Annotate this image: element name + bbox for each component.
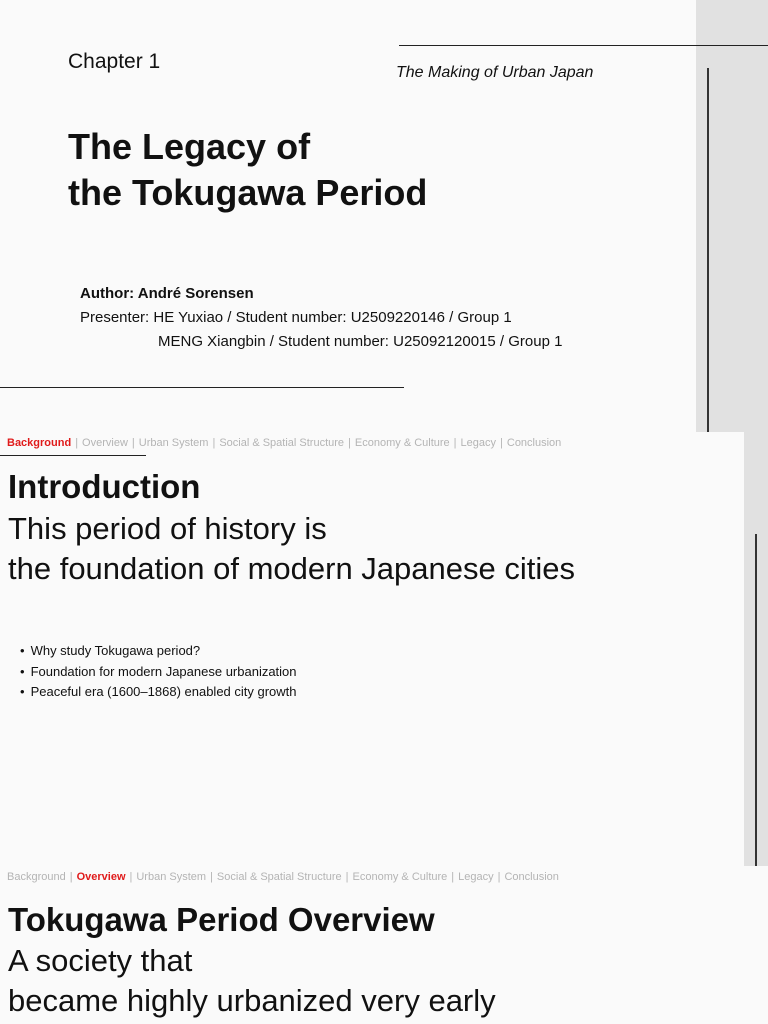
nav-item[interactable]: Overview (82, 437, 128, 449)
slide-heading: Tokugawa Period Overview (8, 901, 435, 938)
nav-item[interactable]: Economy & Culture (354, 437, 450, 449)
list-item: • Why study Tokugawa period? (20, 641, 297, 662)
nav-underline (0, 455, 146, 456)
lead-line: the foundation of modern Japanese cities (8, 551, 575, 586)
nav-item[interactable]: Economy & Culture (352, 871, 448, 883)
nav-item[interactable]: Social & Spatial Structure (219, 437, 345, 449)
bottom-rule (0, 387, 404, 388)
presenter-line: Presenter: HE Yuxiao / Student number: U2509220146 / Group 1 (80, 309, 512, 326)
nav-item[interactable]: Conclusion (504, 871, 559, 883)
presenter-line: MENG Xiangbin / Student number: U25092120015 / Group 1 (158, 333, 563, 350)
nav-item[interactable]: Background (7, 437, 72, 449)
credits (80, 282, 562, 354)
nav-item[interactable]: Conclusion (506, 437, 562, 449)
overview-slide (0, 866, 768, 1024)
vertical-rule (755, 534, 757, 866)
list-item: • Peaceful era (1600–1868) enabled city growth (20, 682, 297, 703)
nav-separator: | (453, 437, 457, 449)
author-line: Author: André Sorensen (80, 285, 254, 302)
cover-slide (0, 0, 768, 432)
bullet-list (20, 641, 297, 703)
nav-separator: | (131, 437, 135, 449)
nav-item[interactable]: Urban System (136, 871, 207, 883)
title-line: The Legacy of (68, 126, 311, 167)
lead-text (8, 509, 575, 589)
top-rule (399, 45, 768, 46)
nav-separator: | (212, 437, 216, 449)
intro-slide (0, 432, 768, 866)
nav-item[interactable]: Legacy (458, 871, 494, 883)
nav-item[interactable]: Urban System (138, 437, 209, 449)
section-nav (7, 871, 559, 883)
nav-separator: | (497, 871, 501, 883)
chapter-label: Chapter 1 (68, 50, 161, 73)
lead-line: A society that (8, 943, 193, 978)
section-nav (7, 437, 561, 449)
nav-separator: | (451, 871, 455, 883)
vertical-rule (707, 68, 709, 432)
nav-separator: | (129, 871, 133, 883)
nav-item[interactable]: Social & Spatial Structure (216, 871, 342, 883)
nav-separator: | (500, 437, 503, 449)
nav-item[interactable]: Legacy (460, 437, 497, 449)
list-item: • Foundation for modern Japanese urbanization (20, 662, 297, 683)
nav-separator: | (348, 437, 351, 449)
nav-item[interactable]: Overview (76, 871, 126, 883)
lead-line: became highly urbanized very early (8, 983, 496, 1018)
book-subtitle: The Making of Urban Japan (396, 64, 594, 81)
lead-text (8, 941, 496, 1021)
nav-separator: | (210, 871, 213, 883)
nav-item[interactable]: Background (7, 871, 66, 883)
nav-separator: | (69, 871, 73, 883)
page-title (68, 124, 427, 216)
slide-heading: Introduction (8, 468, 201, 505)
nav-separator: | (75, 437, 79, 449)
lead-line: This period of history is (8, 511, 327, 546)
nav-separator: | (345, 871, 349, 883)
title-line: the Tokugawa Period (68, 172, 428, 213)
